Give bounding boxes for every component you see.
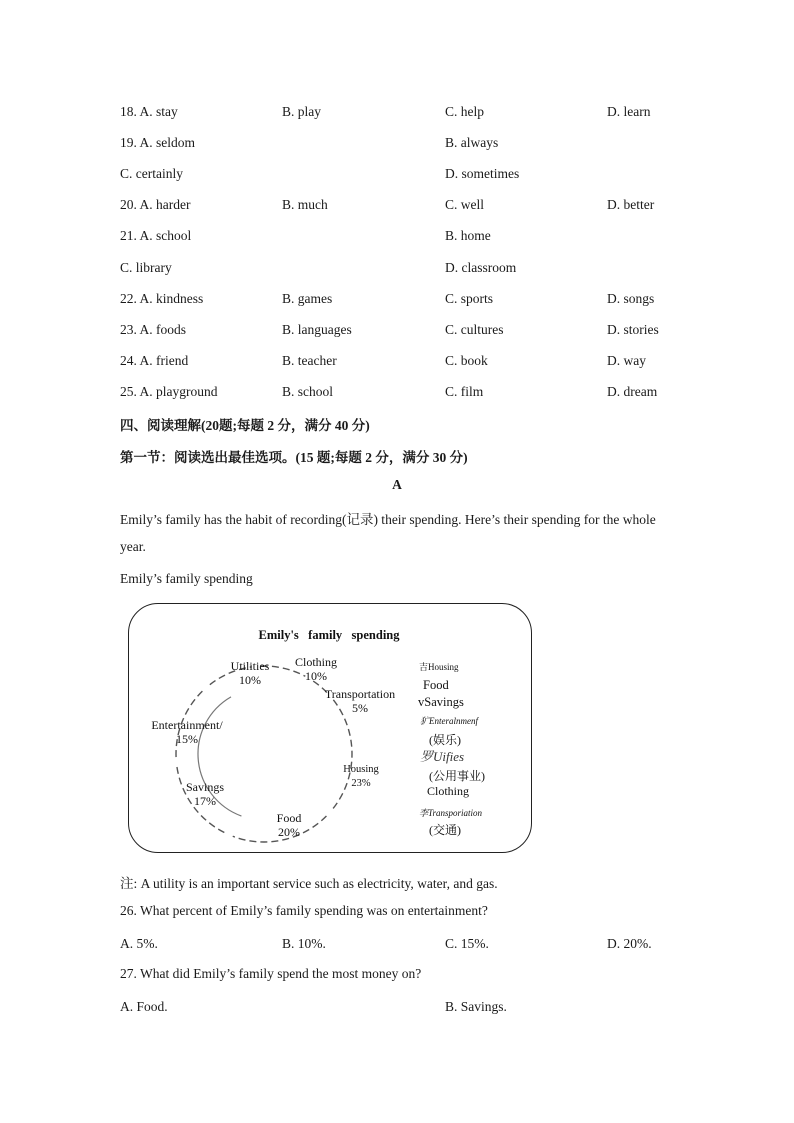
legend-entry: Clothing (427, 784, 470, 798)
legend-entry: (娱乐) (429, 733, 461, 747)
legend-entry: 吉Housing (419, 662, 459, 672)
option: B. school (282, 384, 334, 399)
option: C. sports (445, 291, 494, 306)
option: 23. A. foods (120, 322, 187, 337)
choice-row-24 (0, 351, 794, 371)
slice-percent-housing: 23% (351, 778, 371, 789)
slice-percent-utilities: 10% (239, 673, 261, 687)
option: D. better (607, 197, 655, 212)
intro-line-2: year. (120, 539, 146, 554)
choice-row-21 (0, 226, 794, 246)
option: B. teacher (282, 353, 337, 368)
slice-percent-entertainment: 15% (176, 732, 198, 746)
option: B. much (282, 197, 328, 212)
slice-label-transportation: Transportation (324, 687, 396, 701)
option-c: C. 15%. (445, 936, 489, 951)
intro-line-1: Emily’s family has the habit of recording(记录) their spending. Here’s their spending for the whole (120, 512, 656, 527)
option: C. book (445, 353, 488, 368)
slice-arc-housing (333, 700, 352, 809)
chart-legend (418, 661, 485, 837)
choice-row-18 (0, 102, 794, 122)
option: 22. A. kindness (120, 291, 204, 306)
legend-entry: (交通) (429, 823, 461, 837)
option: C. film (445, 384, 484, 399)
subsection-title: 第一节：阅读选出最佳选项。(15 题;每题 2 分，满分 30 分) (120, 450, 468, 465)
option: 24. A. friend (120, 353, 189, 368)
legend-entry: 罗Uifies (420, 749, 465, 764)
legend-entry: Food (423, 678, 449, 692)
option: B. home (445, 228, 491, 243)
option: 19. A. seldom (120, 135, 196, 150)
choice-row-25 (0, 382, 794, 402)
option-a: A. 5%. (120, 936, 158, 951)
option-a: A. Food. (120, 999, 168, 1014)
option: 25. A. playground (120, 384, 218, 399)
option: D. classroom (445, 260, 517, 275)
legend-entry: 李Transporiation (419, 808, 483, 818)
slice-label-clothing: Clothing (294, 655, 338, 669)
slice-label-entertainment: Entertainment/ (151, 718, 223, 732)
option: D. learn (607, 104, 651, 119)
question-27-stem: 27. What did Emily’s family spend the most money on? (120, 966, 422, 981)
slice-label-savings: Savings (185, 780, 225, 794)
question-26-options (0, 934, 794, 954)
option-d: D. 20%. (607, 936, 652, 951)
option: B. always (445, 135, 499, 150)
option: C. cultures (445, 322, 504, 337)
option: 20. A. harder (120, 197, 191, 212)
choice-row-19 (0, 133, 794, 153)
option: D. stories (607, 322, 659, 337)
option: B. games (282, 291, 333, 306)
choice-row-22 (0, 289, 794, 309)
slice-label-housing: Housing (343, 764, 379, 775)
slice-percent-clothing: 10% (305, 669, 327, 683)
option-b: B. 10%. (282, 936, 326, 951)
option: D. songs (607, 291, 655, 306)
option: C. certainly (120, 166, 183, 181)
chart-figure (128, 603, 532, 853)
option: D. sometimes (445, 166, 520, 181)
option: 18. A. stay (120, 104, 178, 119)
chart-caption: Emily’s family spending (120, 571, 253, 586)
choice-row-21b (0, 258, 794, 278)
option: D. way (607, 353, 646, 368)
option: C. library (120, 260, 172, 275)
section-title: 四、阅读理解(20题;每题 2 分，满分 40 分) (120, 418, 370, 433)
question-26-stem: 26. What percent of Emily’s family spending was on entertainment? (120, 903, 488, 918)
slice-percent-food: 20% (278, 825, 300, 839)
option: C. well (445, 197, 484, 212)
chart-title: Emily's family spending (258, 628, 400, 642)
slice-percent-savings: 17% (194, 794, 216, 808)
slice-label-food: Food (276, 811, 302, 825)
choice-row-20 (0, 195, 794, 215)
option: D. dream (607, 384, 658, 399)
chart-note: 注: A utility is an important service such as electricity, water, and gas. (120, 876, 498, 891)
choice-row-19b (0, 164, 794, 184)
option: C. help (445, 104, 484, 119)
slice-labels (151, 655, 395, 839)
legend-entry: vSavings (418, 695, 464, 709)
option: 21. A. school (120, 228, 192, 243)
option-b: B. Savings. (445, 999, 507, 1014)
slice-label-utilities: Utilities (230, 659, 270, 673)
option: B. languages (282, 322, 352, 337)
option: B. play (282, 104, 321, 119)
legend-entry: 犷Enteralnmenf (420, 716, 478, 726)
slice-percent-transportation: 5% (352, 701, 368, 715)
choice-row-23 (0, 320, 794, 340)
pie-chart (129, 604, 533, 854)
legend-entry: (公用事业) (429, 769, 485, 783)
passage-label: A (392, 477, 402, 492)
question-27-options (0, 997, 794, 1017)
